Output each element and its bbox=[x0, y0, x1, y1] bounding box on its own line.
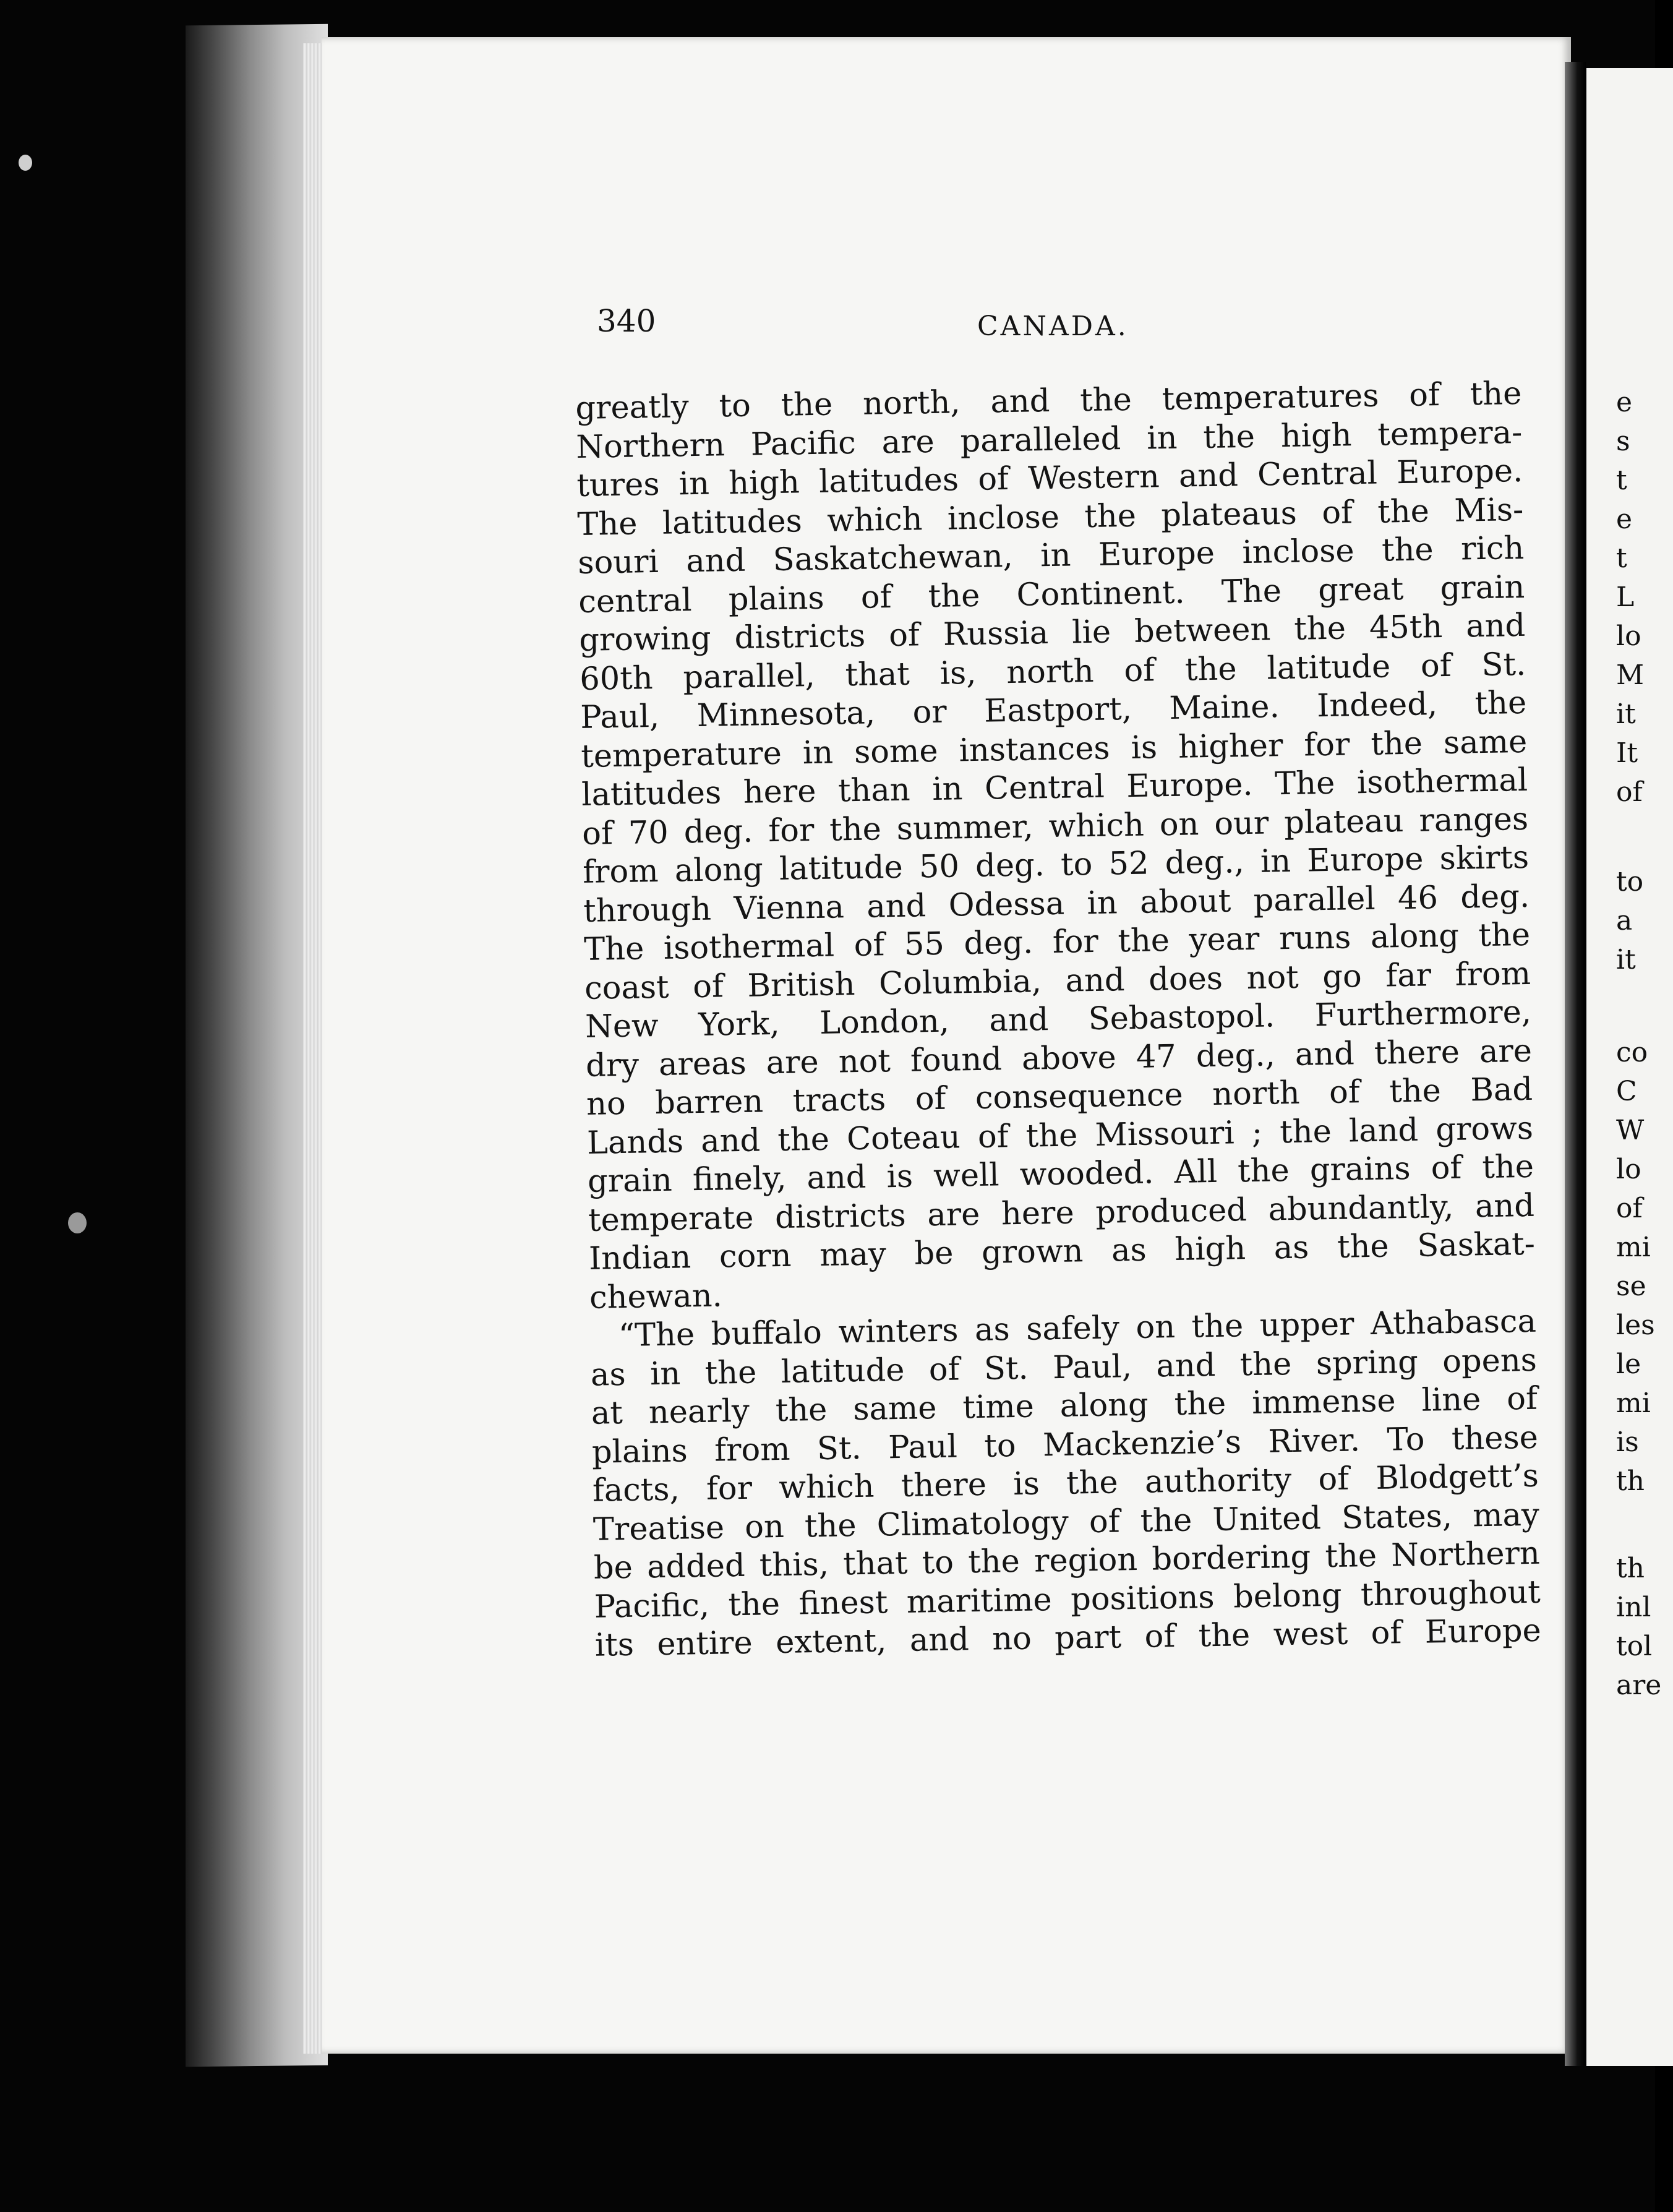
text-line: growing districts of Russia lie between the 45th and bbox=[578, 607, 1526, 659]
facing-text-fragment: It bbox=[1616, 737, 1638, 769]
left-page bbox=[322, 37, 1571, 2054]
text-line: central plains of the Continent. The great grain bbox=[578, 568, 1525, 620]
text-line: as in the latitude of St. Paul, and the spring opens bbox=[590, 1342, 1538, 1394]
text-line: be added this, that to the region bordering the Northern bbox=[593, 1535, 1541, 1587]
facing-text-fragment: e bbox=[1616, 504, 1633, 535]
facing-text-fragment: C bbox=[1616, 1076, 1637, 1107]
facing-text-fragment: L bbox=[1616, 581, 1635, 613]
facing-text-fragment: tol bbox=[1616, 1631, 1653, 1662]
facing-text-fragment: a bbox=[1616, 905, 1633, 937]
body-text bbox=[575, 375, 1541, 1665]
facing-text-fragment: are bbox=[1616, 1670, 1662, 1701]
text-line: New York, London, and Sebastopol. Furthermore, bbox=[584, 993, 1532, 1045]
text-line: temperature in some instances is higher for the same bbox=[580, 723, 1528, 775]
text-line: Pacific, the finest maritime positions belong throughout bbox=[594, 1574, 1541, 1626]
facing-page-fragment bbox=[1586, 68, 1673, 2066]
text-line: of 70 deg. for the summer, which on our plateau ranges bbox=[581, 800, 1529, 852]
facing-text-fragment: th bbox=[1616, 1465, 1645, 1497]
text-line: plains from St. Paul to Mackenzie’s River. To these bbox=[591, 1419, 1539, 1471]
text-line: chewan. bbox=[589, 1277, 723, 1316]
facing-text-fragment: M bbox=[1616, 659, 1645, 691]
facing-text-fragment: lo bbox=[1616, 620, 1641, 652]
facing-text-fragment: mi bbox=[1616, 1387, 1651, 1419]
facing-text-fragment: s bbox=[1616, 426, 1630, 457]
running-head: CANADA. bbox=[977, 311, 1129, 342]
facing-text-fragment: it bbox=[1616, 944, 1636, 975]
text-line: from along latitude 50 deg. to 52 deg., in Europe skirts bbox=[582, 839, 1530, 891]
text-line: latitudes here than in Central Europe. The isothermal bbox=[581, 761, 1528, 813]
facing-text-fragment: th bbox=[1616, 1553, 1645, 1584]
page-number: 340 bbox=[597, 303, 656, 339]
facing-text-fragment: e bbox=[1616, 387, 1633, 418]
facing-text-fragment: it bbox=[1616, 698, 1636, 730]
scan-speck bbox=[19, 155, 32, 171]
facing-text-fragment: t bbox=[1616, 542, 1627, 574]
facing-text-fragment: lo bbox=[1616, 1154, 1641, 1185]
scan-speck bbox=[68, 1212, 87, 1233]
facing-text-fragment: t bbox=[1616, 465, 1627, 496]
text-line: through Vienna and Odessa in about parallel 46 deg. bbox=[583, 878, 1530, 930]
text-line: its entire extent, and no part of the west of Europe bbox=[594, 1612, 1542, 1664]
facing-text-fragment: W bbox=[1616, 1115, 1645, 1146]
facing-text-fragment: of bbox=[1616, 776, 1643, 808]
text-line: Northern Pacific are paralleled in the high tempera- bbox=[575, 414, 1523, 466]
facing-text-fragment: le bbox=[1616, 1348, 1641, 1380]
text-line: tures in high latitudes of Western and Central Europe. bbox=[576, 452, 1523, 504]
text-line: Indian corn may be grown as high as the Saskat- bbox=[588, 1225, 1536, 1277]
gutter-shadow bbox=[1565, 62, 1586, 2066]
text-line: 60th parallel, that is, north of the latitude of St. bbox=[579, 646, 1526, 698]
facing-text-fragment: co bbox=[1616, 1037, 1648, 1068]
text-line: at nearly the same time along the immense line of bbox=[591, 1380, 1538, 1432]
page-header bbox=[322, 303, 1571, 353]
facing-text-fragment: is bbox=[1616, 1426, 1639, 1458]
facing-text-fragment: of bbox=[1616, 1193, 1643, 1224]
facing-text-fragment: se bbox=[1616, 1271, 1646, 1302]
facing-text-fragment: mi bbox=[1616, 1232, 1651, 1263]
text-line: The latitudes which inclose the plateaus of the Mis- bbox=[576, 491, 1524, 543]
text-line: facts, for which there is the authority of Blodgett’s bbox=[592, 1457, 1539, 1509]
text-line: temperate districts are here produced abundantly, and bbox=[588, 1187, 1535, 1239]
text-line: grain finely, and is well wooded. All the grains of the bbox=[587, 1148, 1534, 1200]
text-line: greatly to the north, and the temperatures of the bbox=[575, 375, 1522, 427]
text-line: The isothermal of 55 deg. for the year runs along the bbox=[583, 916, 1531, 968]
text-line: Treatise on the Climatology of the United States, may bbox=[593, 1496, 1540, 1548]
text-line: coast of British Columbia, and does not go far from bbox=[584, 955, 1531, 1007]
facing-text-fragment: les bbox=[1616, 1310, 1655, 1341]
text-line: “The buffalo winters as safely on the upper Athabasca bbox=[618, 1303, 1537, 1355]
text-line: souri and Saskatchewan, in Europe inclose the rich bbox=[577, 529, 1525, 581]
facing-text-fragment: inl bbox=[1616, 1592, 1651, 1623]
text-line: Paul, Minnesota, or Eastport, Maine. Indeed, the bbox=[580, 684, 1527, 736]
text-line: Lands and the Coteau of the Missouri ; the land grows bbox=[586, 1110, 1534, 1162]
facing-text-fragment: to bbox=[1616, 866, 1644, 898]
text-line: dry areas are not found above 47 deg., and there are bbox=[585, 1032, 1533, 1084]
text-line: no barren tracts of consequence north of the Bad bbox=[586, 1071, 1533, 1123]
